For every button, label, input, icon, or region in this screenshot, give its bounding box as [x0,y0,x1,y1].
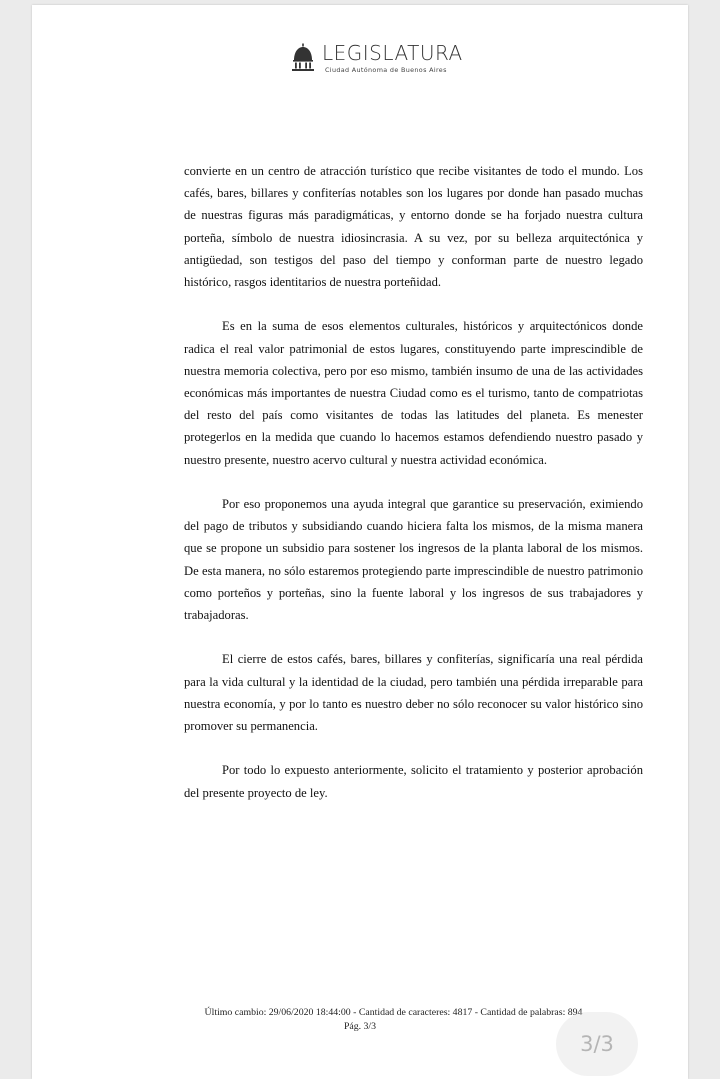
footer-metadata: Último cambio: 29/06/2020 18:44:00 - Cantidad de caracteres: 4817 - Cantidad de palabras: 894 [204,1007,583,1018]
paragraph: El cierre de estos cafés, bares, billares y confiterías, significaría una real pérdida para la vida cultural y la identidad de la ciudad, pero también una pérdida irreparable para nuestra economía, y por lo tanto es nuestro deber no sólo reconocer su valor histórico sino promover su permanencia. [184,652,643,734]
paragraph: Por eso proponemos una ayuda integral que garantice su preservación, eximiendo del pago de tributos y subsidiando cuando hiciera falta los mismos, de la misma manera que se propone un subsidio para sostener los ingresos de la planta laboral de los mismos. De esta manera, no sólo estaremos protegiendo parte imprescindible de nuestro patrimonio como porteños y porteñas, sino la fuente laboral y los ingresos de sus trabajadores y trabajadoras. [184,497,643,623]
legislatura-logo [290,41,463,81]
paragraph: Por todo lo expuesto anteriormente, solicito el tratamiento y posterior aprobación del presente proyecto de ley. [184,763,643,800]
paragraph: convierte en un centro de atracción turístico que recibe visitantes de todo el mundo. Los cafés, bares, billares y confiterías notables son los lugares por donde han pasado muchas de nuestras figuras más paradigmáticas, y entorno donde se ha forjado nuestra cultura porteña, símbolo de nuestra idiosincrasia. A su vez, por su belleza arquitectónica y antigüedad, son testigos del paso del tiempo y conforman parte de nuestro legado histórico, rasgos identitarios de nuestra porteñidad. [184,164,643,290]
logo-subtitle: Ciudad Autónoma de Buenos Aires [325,66,447,74]
document-body [184,160,643,826]
legislature-dome-icon [290,43,316,73]
logo-title: LEGISLATURA [322,41,463,65]
footer-page-number: Pág. 3/3 [343,1021,377,1032]
document-page [32,5,688,1079]
paragraph: Es en la suma de esos elementos culturales, históricos y arquitectónicos donde radica el real valor patrimonial de estos lugares, constituyendo parte imprescindible de nuestra memoria colectiva, pero por eso mismo, también insumo de una de las actividades económicas más importantes de nuestra Ciudad como es el turismo, tanto de compatriotas del resto del país como visitantes de todas las latitudes del planeta. Es menester protegerlos en la medida que cuando lo hacemos estamos defendiendo nuestro pasado y nuestro presente, nuestro acervo cultural y nuestra actividad económica. [184,319,643,467]
page-counter-badge[interactable]: 3/3 [556,1012,638,1076]
